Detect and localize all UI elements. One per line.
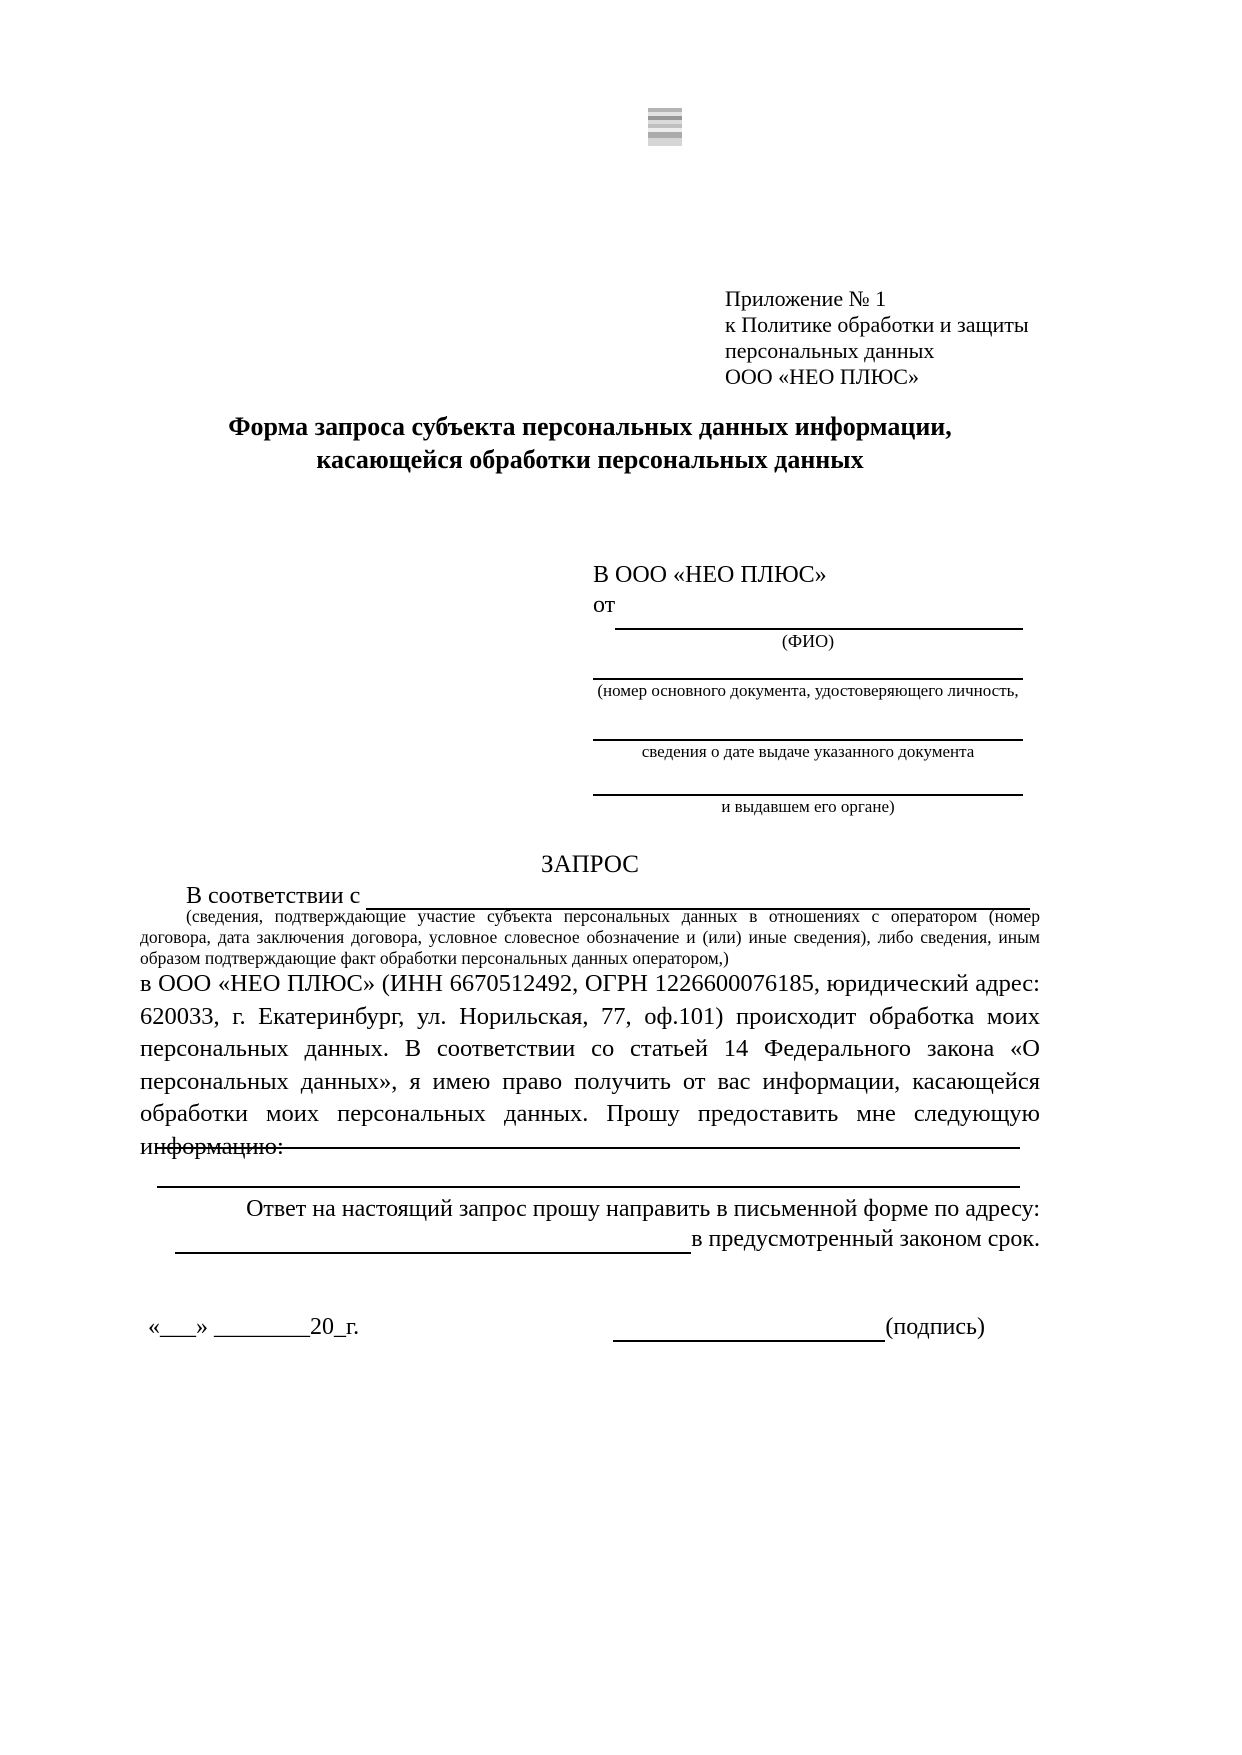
intro-text: В соответствии с (186, 883, 361, 909)
date-blank: «___» ________20_г. (148, 1314, 360, 1340)
signature-group (613, 1312, 985, 1342)
addressee-from: от (593, 592, 616, 618)
header-line: персональных данных (725, 338, 935, 363)
header-line: Приложение № 1 (725, 286, 887, 311)
date-signature-row (140, 1312, 1040, 1346)
fine-print-note: (сведения, подтверждающие участие субъекта персональных данных в отношениях с оператором (номер договора, дата заключения договора, условное словесное обозначение и (или) иные сведения), либо сведения, иным образом подтверждающие факт обработки персональных данных оператором,) (140, 906, 1040, 968)
reply-deadline-text: в предусмотренный законом срок. (691, 1226, 1040, 1252)
signature-label: (подпись) (885, 1314, 985, 1340)
document-title (140, 410, 1040, 476)
document-number-label: (номер основного документа, удостоверяющего личность, (597, 681, 1019, 700)
reply-deadline-row (140, 1224, 1040, 1254)
addressee-to: В ООО «НЕО ПЛЮС» (593, 562, 827, 588)
document-number-blank-line (593, 652, 1023, 680)
request-heading: ЗАПРОС (541, 851, 639, 878)
issue-date-blank-line (593, 701, 1023, 741)
document-header (725, 286, 1029, 390)
header-line: к Политике обработки и защиты (725, 312, 1029, 337)
address-blank-line (175, 1228, 691, 1254)
header-line: ООО «НЕО ПЛЮС» (725, 364, 919, 389)
embedded-image-placeholder (648, 108, 682, 146)
fio-blank-line (615, 620, 1023, 630)
reply-address-sentence: Ответ на настоящий запрос прошу направить в письменной форме по адресу: (246, 1196, 1040, 1222)
issue-date-label: сведения о дате выдаче указанного документа (641, 742, 975, 761)
signature-blank-line (613, 1316, 885, 1342)
addressee-block (593, 560, 1023, 817)
title-line: касающейся обработки персональных данных (316, 445, 864, 474)
request-body-paragraph: в ООО «НЕО ПЛЮС» (ИНН 6670512492, ОГРН 1226600076185, юридический адрес: 620033, г. Екатеринбург, ул. Норильская, 77, оф.101) происходит обработка моих персональных данных. В соответствии со статьей 14 Федерального закона «О персональных данных», я имею право получить от вас информации, касающейся обработки моих персональных данных. Прошу предоставить мне следующую информацию: (140, 970, 1040, 1160)
issuing-authority-blank-line (593, 762, 1023, 796)
information-blank-line-1 (157, 1147, 1020, 1149)
information-blank-line-2 (157, 1186, 1020, 1188)
title-line: Форма запроса субъекта персональных данных информации, (228, 412, 952, 441)
fio-label: (ФИО) (781, 631, 835, 651)
issuing-authority-label: и выдавшем его органе) (721, 797, 895, 816)
